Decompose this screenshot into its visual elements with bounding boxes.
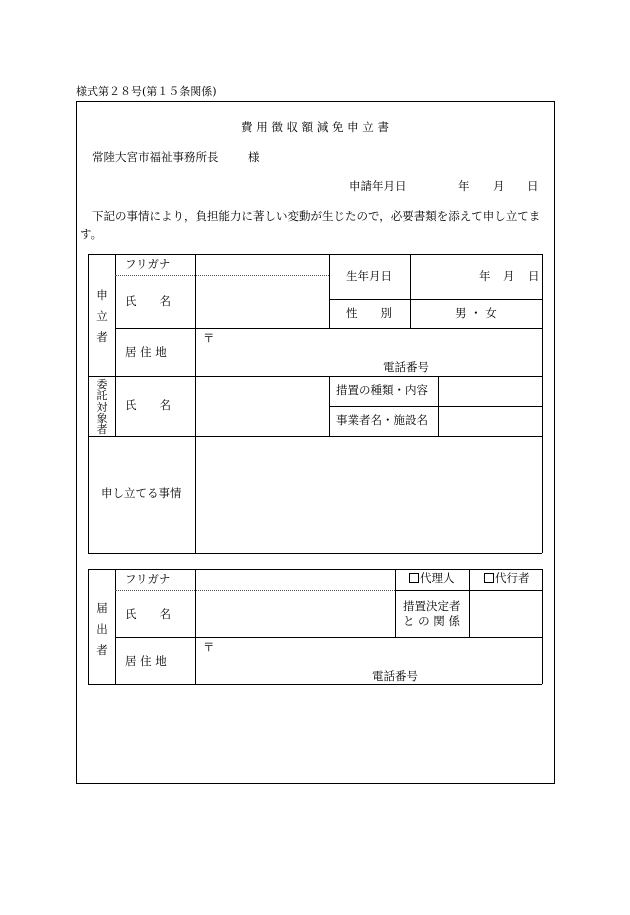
client-section-label: 委 託 対 象 者 — [96, 378, 108, 437]
divider — [115, 328, 542, 329]
divider — [88, 376, 542, 377]
applicant-phone-label: 電話番号 — [383, 360, 429, 374]
notifier-furigana-label: フリガナ — [125, 572, 171, 586]
notifier-section-label: 届 出 者 — [96, 601, 108, 657]
date-day: 日 — [527, 179, 539, 193]
notifier-name-label: 氏 名 — [125, 607, 171, 621]
agent-label: 代理人 — [420, 571, 455, 585]
table-border-right — [542, 254, 543, 553]
table-border-left — [88, 254, 89, 553]
divider — [329, 406, 542, 407]
proxy-checkbox[interactable] — [484, 573, 494, 583]
birthdate-label: 生年月日 — [346, 269, 392, 283]
divider — [410, 254, 411, 328]
body-text-cont: す。 — [80, 227, 103, 241]
document-title: 費 用 徴 収 額 減 免 申 立 書 — [241, 120, 389, 134]
divider — [329, 254, 330, 328]
birth-year: 年 — [479, 269, 491, 283]
body-text: 下記の事情により，負担能力に著しい変動が生じたので，必要書類を添えて申し立てま — [92, 209, 541, 223]
addressee: 常陸大宮市福祉事務所長 — [92, 150, 219, 164]
client-name-label: 氏 名 — [125, 398, 171, 412]
divider — [469, 569, 470, 637]
applicant-section-label: 申 立 者 — [96, 288, 108, 344]
divider — [115, 569, 116, 684]
date-year: 年 — [458, 179, 470, 193]
date-month: 月 — [493, 179, 505, 193]
measure-type-label: 措置の種類・内容 — [336, 383, 428, 397]
applicant-furigana-label: フリガナ — [125, 257, 171, 271]
birth-day: 日 — [528, 269, 540, 283]
furigana-divider — [115, 590, 395, 591]
relation-label: 措置決定者 — [403, 599, 461, 613]
circumstances-label: 申し立てる事情 — [101, 486, 182, 500]
notifier-phone-label: 電話番号 — [372, 669, 418, 683]
form-number: 様式第２８号(第１５条関係) — [76, 85, 217, 98]
table-border-top — [88, 254, 542, 255]
furigana-divider — [115, 275, 329, 276]
table-border-bottom — [88, 553, 542, 554]
proxy-label: 代行者 — [495, 571, 530, 585]
notifier-border-left — [88, 569, 89, 684]
divider — [395, 590, 542, 591]
notifier-border-bottom — [88, 684, 542, 685]
application-date-label: 申請年月日 — [349, 179, 407, 193]
divider — [329, 299, 542, 300]
applicant-postal-mark: 〒 — [203, 331, 215, 345]
addressee-honorific: 様 — [248, 150, 260, 164]
divider — [115, 637, 542, 638]
notifier-postal-mark: 〒 — [203, 640, 215, 654]
agent-checkbox[interactable] — [409, 573, 419, 583]
facility-name-label: 事業者名・施設名 — [336, 413, 428, 427]
divider — [195, 569, 196, 684]
notifier-border-top — [88, 569, 542, 570]
sex-label: 性 別 — [346, 306, 392, 320]
divider — [395, 569, 396, 637]
notifier-border-right — [542, 569, 543, 684]
divider — [115, 254, 116, 436]
circumstances-field[interactable] — [196, 437, 541, 552]
birth-month: 月 — [503, 269, 515, 283]
applicant-address-label: 居 住 地 — [125, 345, 167, 359]
notifier-address-label: 居 住 地 — [125, 654, 167, 668]
sex-options[interactable]: 男 ・ 女 — [455, 306, 497, 320]
applicant-name-label: 氏 名 — [125, 294, 171, 308]
relation-label-line2: と の 関 係 — [403, 614, 460, 628]
